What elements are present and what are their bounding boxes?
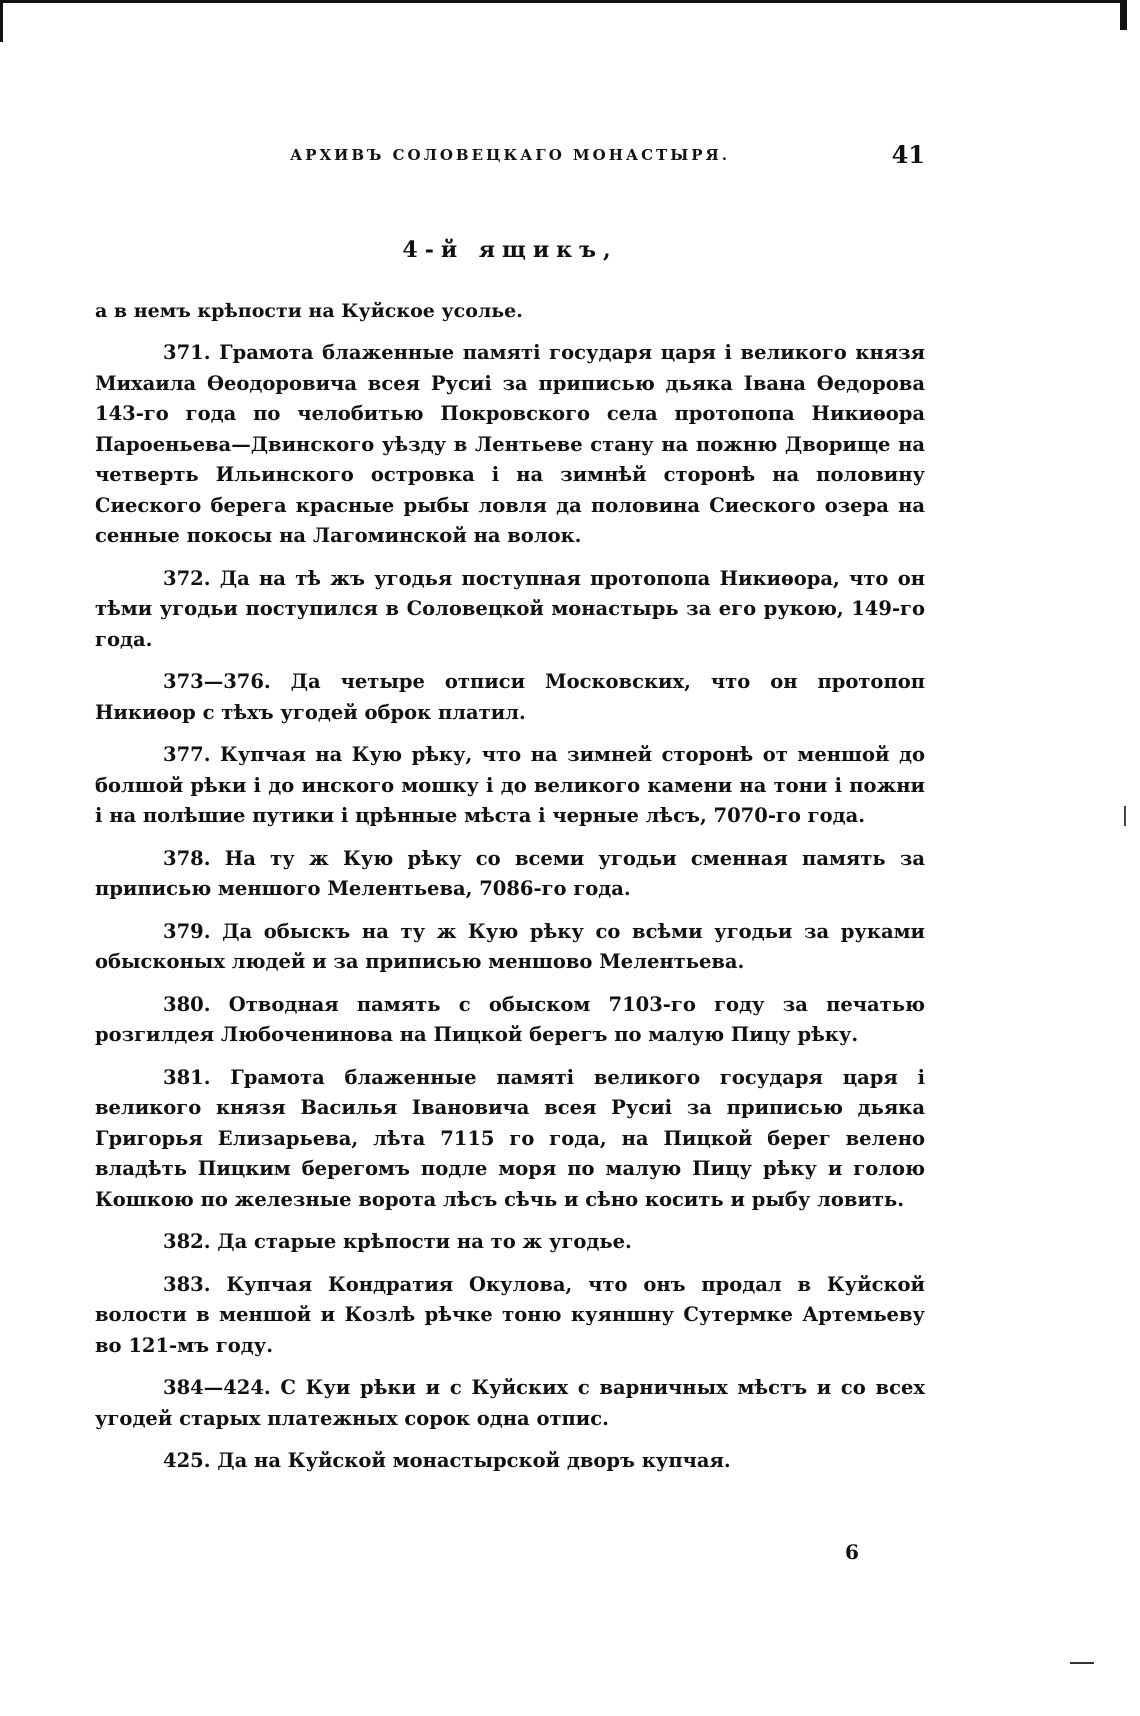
entry-371: 371. Грамота блаженные памяті государя царя і великого князя Михаила Ѳеодоровича всея Русиі за приписью дьяка Івана Ѳедорова 143-го года по челобитью Покровского села протопопа Никиѳора Пароеньева—Двинского уѣзду в Лентьеве стану на пожню Дворище на четверть Ильинского островка і на зимнѣй сторонѣ на половину Сиеского берега красные рыбы ловля да половина Сиеского озера на сенные покосы на Лагоминской на волок. <box>95 341 925 547</box>
entry-425: 425. Да на Куйской монастырской дворъ купчая. <box>163 1449 731 1472</box>
margin-dash <box>1070 1662 1094 1664</box>
signature-mark: 6 <box>845 1540 859 1564</box>
entry-372: 372. Да на тѣ жъ угодья поступная протопопа Никиѳора, что он тѣми угодьи поступился в Соловецкой монастырь за его рукою, 149-го года. <box>95 566 925 651</box>
margin-tick <box>1124 806 1126 826</box>
running-title: АРХИВЪ СОЛОВЕЦКАГО МОНАСТЫРЯ. <box>290 146 730 164</box>
entry-378: 378. На ту ж Кую рѣку со всеми угодьи сменная память за приписью меншого Мелентьева, 7086-го года. <box>95 846 925 900</box>
section-title: 4-й ящикъ, <box>402 237 618 263</box>
section-subtitle: а в немъ крѣпости на Куйское усолье. <box>95 300 523 322</box>
entry-382: 382. Да старые крѣпости на то ж угодье. <box>163 1230 632 1253</box>
entries-list <box>95 338 925 1489</box>
entry-373-376: 373—376. Да четыре отписи Московских, что он протопоп Никиѳор с тѣхъ угодей оброк платил. <box>95 670 925 724</box>
entry-383: 383. Купчая Кондратия Окулова, что онъ продал в Куйской волости в меншой и Козлѣ рѣчке тоню куяншну Сутермке Артемьеву во 121-мъ году. <box>95 1272 925 1357</box>
entry-379: 379. Да обыскъ на ту ж Кую рѣку со всѣми угодьи за руками обысконых людей и за приписью меншово Мелентьева. <box>95 919 925 973</box>
running-head <box>95 140 925 170</box>
entry-380: 380. Отводная память с обыском 7103-го году за печатью розгилдея Любоченинова на Пицкой берегъ по малую Пицу рѣку. <box>95 992 925 1046</box>
entry-377: 377. Купчая на Кую рѣку, что на зимней сторонѣ от меншой до болшой рѣки і до инского мошку і до великого камени на тони і пожни і на полѣшие путики і црѣнные мѣста і черные лѣсъ, 7070-го года. <box>95 743 925 827</box>
scan-border-top <box>0 0 1124 3</box>
page-number: 41 <box>891 140 925 169</box>
entry-381: 381. Грамота блаженные памяті великого государя царя і великого князя Василья Івановича всея Русиі за приписью дьяка Григорья Елизарьева, лѣта 7115 го года, на Пицкой берег велено владѣть Пицким берегомъ подле моря по малую Пицу рѣку и голою Кошкою по железные ворота лѣсъ сѣчь и сѣно косить и рыбу ловить. <box>95 1065 925 1211</box>
scan-border-left <box>0 0 3 42</box>
entry-384-424: 384—424. С Куи рѣки и с Куйских с варничных мѣстъ и со всех угодей старых платежных сорок одна отпис. <box>95 1376 925 1430</box>
scan-border-right <box>1120 0 1127 30</box>
